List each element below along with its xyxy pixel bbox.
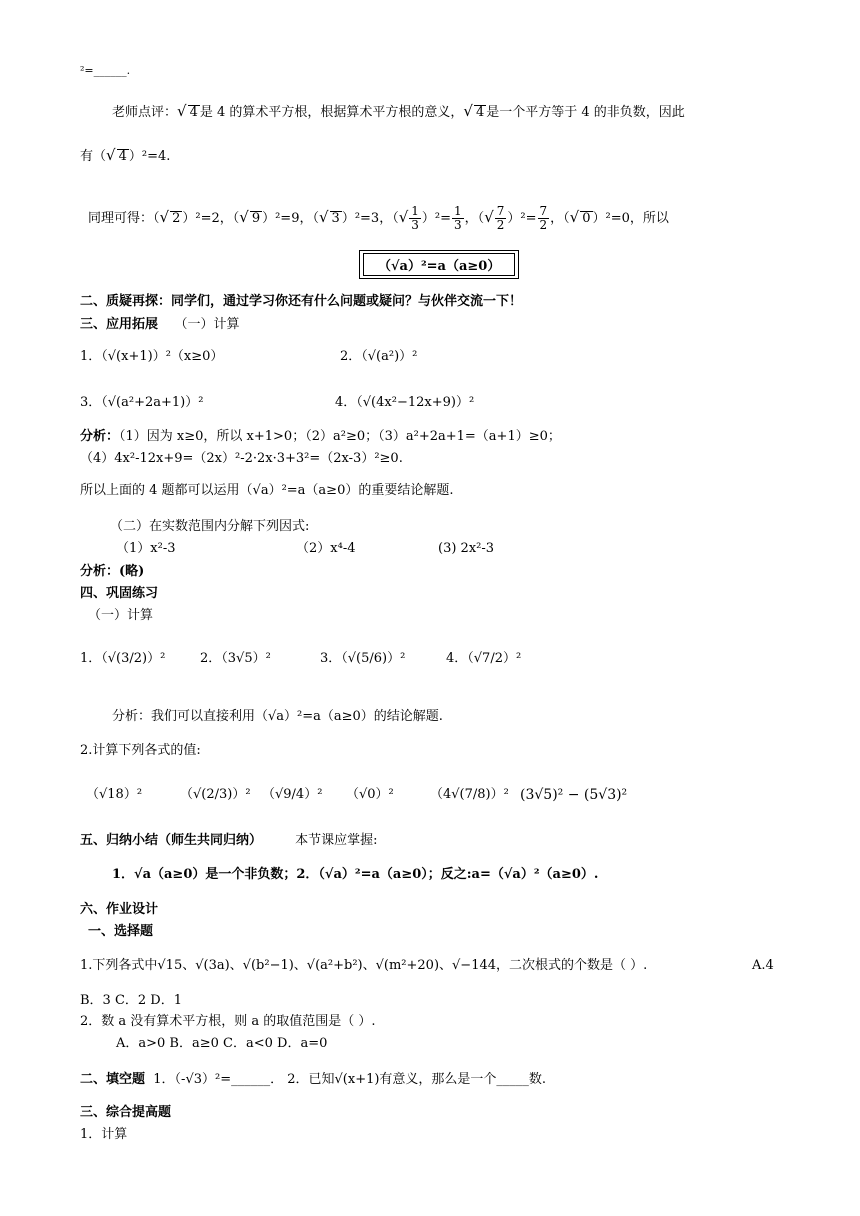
fraction-seven-halves-result: $\frac{7}{2}$ bbox=[539, 204, 548, 232]
factor-heading: （二）在实数范围内分解下列因式: bbox=[110, 519, 310, 534]
fill-blank-line: 二、填空题 1．（-√3）²=______． 2．已知√(x+1)有意义，那么是一个_____数. bbox=[80, 1072, 547, 1087]
fraction-one-third: $\frac{1}{3}$ bbox=[411, 204, 419, 232]
section-6-heading: 六、作业设计 bbox=[80, 902, 159, 917]
practice-item-3: 3．（√(5/6)）² bbox=[320, 651, 406, 666]
analysis-1-line2: （4）4x²-12x+9=（2x）²-2·2x·3+3²=（2x-3）²≥0. bbox=[80, 451, 403, 466]
fraction-seven-halves: $\frac{7}{2}$ bbox=[496, 204, 505, 232]
calc2-item-6: (3√5)² − (5√3)² bbox=[520, 787, 628, 803]
choice-question-1-option-a: A.4 bbox=[752, 958, 774, 973]
calc2-item-1: （√18）² bbox=[86, 787, 143, 802]
practice-item-1: 1．（√(3/2)）² bbox=[80, 651, 166, 666]
calc-question-1: 1．（√(x+1)）²（x≥0） bbox=[80, 349, 224, 364]
factor-item-1: （1）x²-3 bbox=[116, 541, 176, 556]
teacher-comment-line1: 老师点评：√ 4 是 4 的算术平方根，根据算术平方根的意义，√ 4 是一个平方等于 4 的非负数，因此 bbox=[112, 102, 685, 120]
conclusion-line: 所以上面的 4 题都可以运用（√a）²=a（a≥0）的重要结论解题. bbox=[80, 483, 454, 498]
similar-results-line: 同理可得：（√ 2 ）²=2，（√ 9 ）²=9，（√ 3 ）²=3，（√ $\frac{1}{3}$ ）²= $\frac{1}{3}$ ，（√ $\frac{7}{2}$ ）²= $\frac{7}{2}$ ，（√ 0 ）²=0，所以 bbox=[88, 204, 669, 232]
analysis-1-line1: 分析：（1）因为 x≥0，所以 x+1>0；（2）a²≥0；（3）a²+2a+1=（a+1）≥0； bbox=[80, 429, 561, 444]
choice-question-1: 1.下列各式中√15、√(3a)、√(b²−1)、√(a²+b²)、√(m²+20)、√−144，二次根式的个数是（ ）. bbox=[80, 958, 648, 973]
practice-item-2: 2．（3√5）² bbox=[200, 651, 271, 666]
choice-question-2: 2．数 a 没有算术平方根，则 a 的取值范围是（ ）. bbox=[80, 1014, 376, 1029]
section-2-heading: 二、质疑再探：同学们，通过学习你还有什么问题或疑问？与伙伴交流一下！ bbox=[80, 294, 523, 309]
section-4-heading: 四、巩固练习 bbox=[80, 586, 159, 601]
key-formula: （√a）²=a（a≥0） bbox=[363, 253, 515, 276]
factor-item-3: (3) 2x²-3 bbox=[438, 541, 495, 556]
practice-item-4: 4．（√7/2）² bbox=[446, 651, 522, 666]
choice-question-2-options: A．a>0 B．a≥0 C．a<0 D．a=0 bbox=[116, 1036, 328, 1051]
calc2-item-3: （√9/4）² bbox=[262, 787, 323, 802]
calc-question-4: 4．（√(4x²−12x+9)）² bbox=[335, 395, 475, 410]
factor-item-2: （2）x⁴-4 bbox=[296, 541, 356, 556]
section-3-heading-line: 三、应用拓展 （一）计算 bbox=[80, 317, 240, 332]
choice-heading: 一、选择题 bbox=[88, 924, 154, 939]
calc2-item-2: （√(2/3)）² bbox=[180, 787, 251, 802]
key-formula-box bbox=[359, 250, 519, 279]
fraction-one-third-result: $\frac{1}{3}$ bbox=[454, 204, 462, 232]
section-5-heading-line: 五、归纳小结（师生共同归纳） 本节课应掌握: bbox=[80, 833, 378, 848]
summary-line: 1．√a（a≥0）是一个非负数；2．（√a）²=a（a≥0）；反之:a=（√a）²（a≥0）. bbox=[112, 867, 599, 882]
comprehensive-heading: 三、综合提高题 bbox=[80, 1105, 172, 1120]
calc2-heading: 2.计算下列各式的值: bbox=[80, 743, 201, 758]
choice-question-1-options: B．3 C．2 D．1 bbox=[80, 993, 183, 1008]
analysis-2: 分析：(略) bbox=[80, 564, 145, 579]
comprehensive-question-1: 1．计算 bbox=[80, 1127, 128, 1142]
calc2-item-5: （4√(7/8)）² bbox=[430, 787, 509, 802]
calc-question-2: 2．（√(a²)）² bbox=[340, 349, 418, 364]
teacher-comment-line2: 有（√ 4 ）²=4. bbox=[80, 146, 171, 164]
analysis-3: 分析：我们可以直接利用（√a）²=a（a≥0）的结论解题. bbox=[112, 709, 443, 724]
section-4-subheading: （一）计算 bbox=[88, 608, 154, 623]
top-partial-line: ²=______. bbox=[80, 64, 131, 77]
calc2-item-4: （√0）² bbox=[346, 787, 394, 802]
calc-question-3: 3．（√(a²+2a+1)）² bbox=[80, 395, 204, 410]
